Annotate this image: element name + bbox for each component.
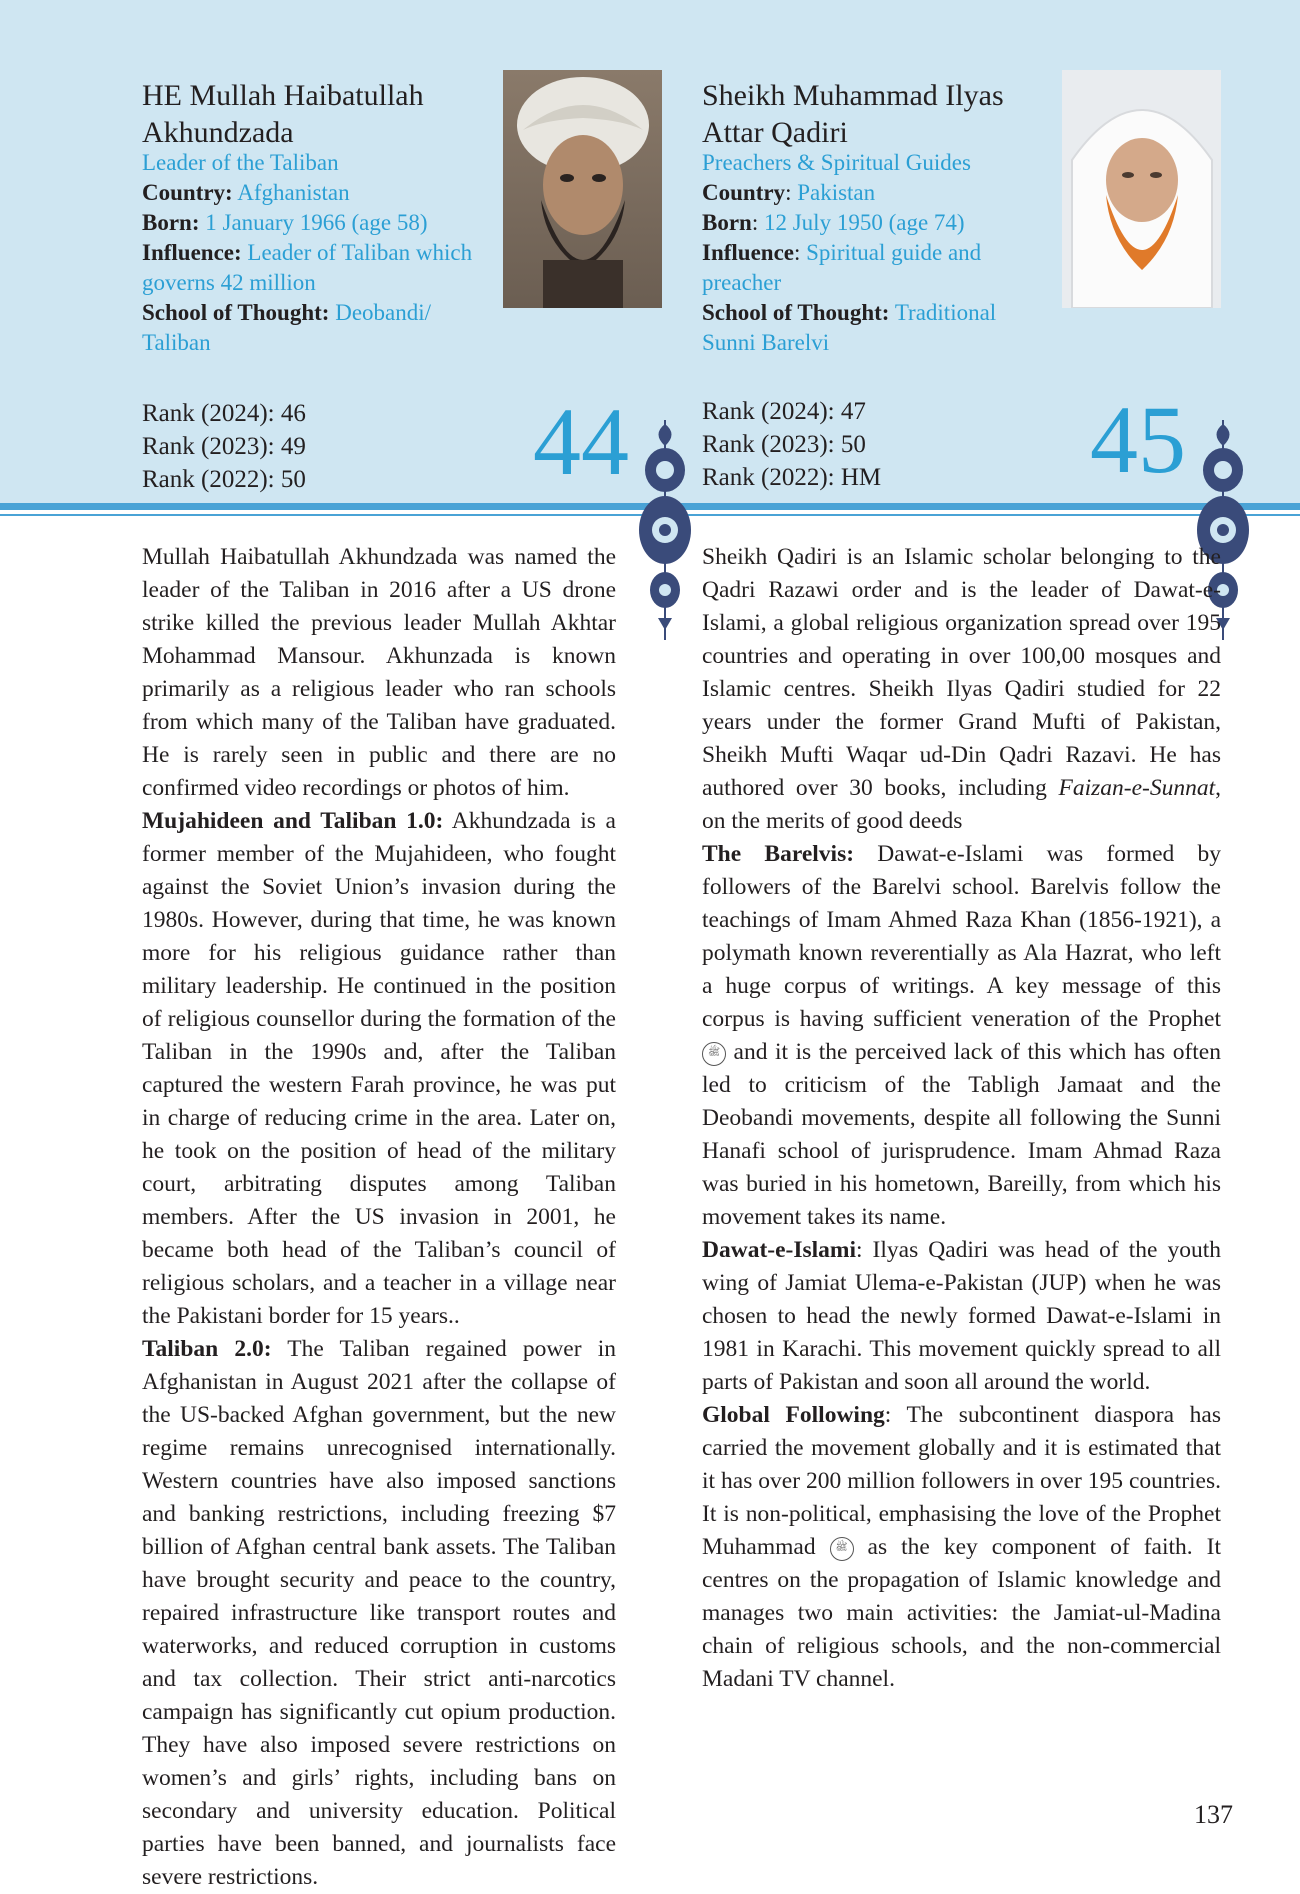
category: Leader of the Taliban (142, 150, 339, 175)
body-column-left (142, 541, 616, 1894)
influence: Spiritual guide and preacher (702, 240, 982, 295)
body-column-right (702, 541, 1221, 1696)
profile-meta-right: Preachers & Spiritual Guides Country: Pakistan Born: 12 July 1950 (age 74) Influence: Spiritual guide and preacher School of Thought: Traditional Sunni Barelvi (702, 148, 1032, 358)
school-of-thought: Deobandi/ Taliban (142, 300, 432, 355)
born: 1 January 1966 (age 58) (205, 210, 428, 235)
portrait-photo-right (1062, 70, 1221, 308)
paragraph: Taliban 2.0: The Taliban regained power in Afghanistan in August 2021 after the collapse of the US-backed Afghan government, but the new regime remains unrecognised internationally. Western countries have also imposed sanctions and banking restrictions, including freezing $7 billion of Afghan central bank assets. The Taliban have brought security and peace to the country, repaired infrastructure like transport routes and waterworks, and reduced corruption in customs and tax collection. Their strict anti-narcotics campaign has significantly cut opium production. They have also imposed severe restrictions on women’s and girls’ rights, including bans on secondary and university education. Political parties have been banned, and journalists face severe restrictions. (142, 1336, 616, 1890)
category: Preachers & Spiritual Guides (702, 150, 971, 175)
paragraph: Dawat-e-Islami: Ilyas Qadiri was head of the youth wing of Jamiat Ulema-e-Pakistan (JUP) when he was chosen to head the newly formed Dawat-e-Islami in 1981 in Karachi. This movement quickly spread to all parts of Pakistan and soon all around the world. (702, 1237, 1221, 1395)
profile-name-left: HE Mullah Haibatullah Akhundzada (142, 79, 424, 149)
paragraph: The Barelvis: Dawat-e-Islami was formed by followers of the Barelvi school. Barelvis follow the teachings of Imam Ahmed Raza Khan (1856-1921), a polymath known reverentially as Ala Hazrat, who left a huge corpus of writings. A key message of this corpus is having sufficient veneration of the Prophet ﷺ and it is the perceived lack of this which has often led to criticism of the Tabligh Jamaat and the Deobandi movements, despite all following the Sunni Hanafi school of jurisprudence. Imam Ahmad Raza was buried in his hometown, Bareilly, from which his movement takes its name. (702, 841, 1221, 1230)
profile-meta-left: Leader of the Taliban Country: Afghanistan Born: 1 January 1966 (age 58) Influence: Leader of Taliban which governs 42 million School of Thought: Deobandi/ Taliban (142, 148, 492, 358)
paragraph: Mullah Haibatullah Akhundzada was named the leader of the Taliban in 2016 after a US drone strike killed the previous leader Mullah Akhtar Mohammad Mansour. Akhunzada is known primarily as a religious leader who ran schools from which many of the Taliban have graduated. He is rarely seen in public and there are no confirmed video recordings or photos of him. (142, 544, 616, 801)
country: Afghanistan (237, 180, 350, 205)
pbuh-icon: ﷺ (830, 1537, 854, 1561)
paragraph: Sheikh Qadiri is an Islamic scholar belonging to the Qadri Razawi order and is the leader of Dawat-e-Islami, a global religious organization spread over 195 countries and operating in over 100,00 mosques and Islamic centres. Sheikh Ilyas Qadiri studied for 22 years under the former Grand Mufti of Pakistan, Sheikh Mufti Waqar ud-Din Qadri Razavi. He has authored over 30 books, including Faizan-e-Sunnat, on the merits of good deeds (702, 544, 1221, 834)
page-number: 137 (1194, 1800, 1233, 1829)
influence: Leader of Taliban which governs 42 million (142, 240, 473, 295)
country: Pakistan (797, 180, 876, 205)
portrait-photo-left (503, 70, 662, 308)
paragraph: Mujahideen and Taliban 1.0: Akhundzada is a former member of the Mujahideen, who fought against the Soviet Union’s invasion during the 1980s. However, during that time, he was known more for his religious guidance rather than military leadership. He continued in the position of religious counsellor during the formation of the Taliban in the 1990s and, after the Taliban captured the western Farah province, he was put in charge of reducing crime in the area. Later on, he took on the position of head of the military court, arbitrating disputes among Taliban members. After the US invasion in 2001, he became both head of the Taliban’s council of religious scholars, and a teacher in a village near the Pakistani border for 15 years.. (142, 808, 616, 1329)
rank-number-right: 45 (1090, 386, 1186, 493)
born: 12 July 1950 (age 74) (763, 210, 965, 235)
ornament-icon (638, 420, 692, 640)
school-of-thought: Traditional Sunni Barelvi (702, 300, 997, 355)
pbuh-icon: ﷺ (702, 1042, 726, 1066)
profile-name-right: Sheikh Muhammad Ilyas Attar Qadiri (702, 79, 1004, 149)
rank-history-left: Rank (2024): 46 Rank (2023): 49 Rank (2022): 50 (142, 400, 306, 493)
rank-number-left: 44 (533, 388, 629, 495)
rank-history-right: Rank (2024): 47 Rank (2023): 50 Rank (2022): HM (702, 398, 882, 491)
paragraph: Global Following: The subcontinent diaspora has carried the movement globally and it is estimated that it has over 200 million followers in over 195 countries. It is non-political, emphasising the love of the Prophet Muhammad ﷺ as the key component of faith. It centres on the propagation of Islamic knowledge and manages two main activities: the Jamiat-ul-Madina chain of religious schools, and the non-commercial Madani TV channel. (702, 1402, 1222, 1692)
